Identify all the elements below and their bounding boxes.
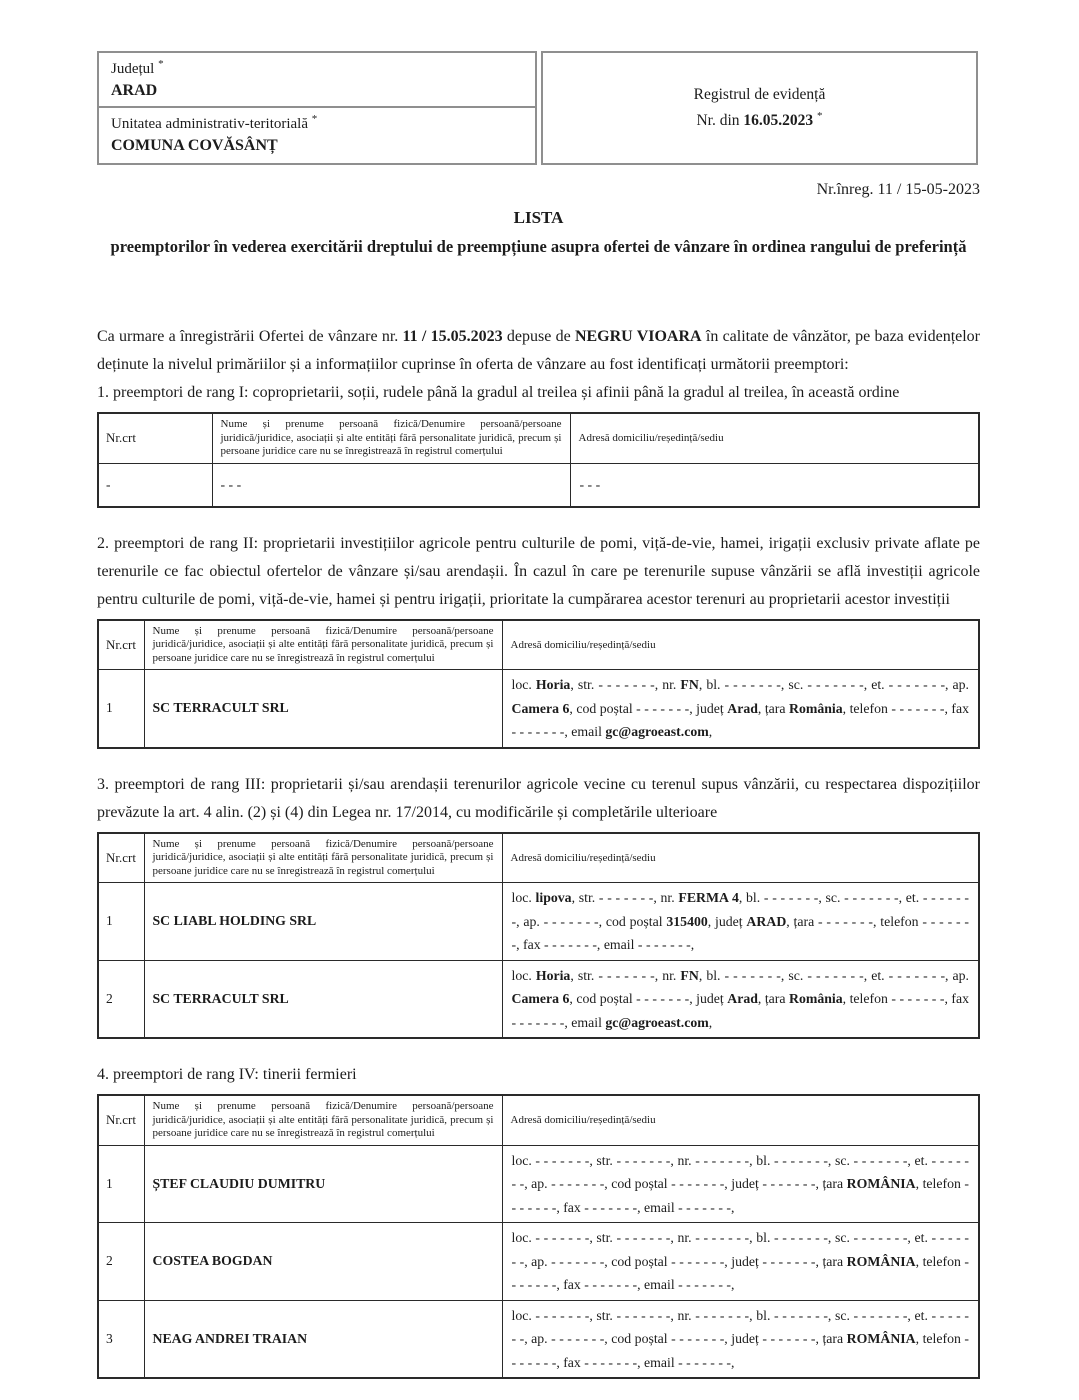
asterisk: * [311,113,318,125]
rank-section [97,530,980,749]
administrative-unit-box [97,106,537,165]
address-cell: - - - [570,463,979,507]
section-heading: 2. preemptori de rang II: proprietarii investițiilor agricole pentru culturile de pomi, viță-de-vie, hamei, irigații exclusiv private aflate pe terenurile ce fac obiectul ofertelor de vânzare și/sau arendașii. În cazul în care pe terenurile supuse vânzării se află investiții agricole pentru culturile de pomi, viță-de-vie, hamei și pentru irigații, prioritate la cumpărarea acestor terenuri au proprietarii acestor investiții [97,534,980,608]
preemptor-name-cell: - - - [212,463,570,507]
table-row [98,960,979,1038]
registration-number-line: Nr.înreg. 11 / 15-05-2023 [816,181,980,198]
rank-section [97,1061,980,1379]
address-cell: loc. - - - - - - -, str. - - - - - - -, nr. - - - - - - -, bl. - - - - - - -, sc. - - - - - - -, et. - - - - - - -, ap. - - - - - - -, cod poștal - - - - - - -, județ - - - - - - -, țara ROMÂNIA, telefon - - - - - - -, fax - - - - - - -, email - - - - - - -, [502,1145,979,1223]
registry-box [541,51,978,165]
header-left-column [97,51,537,165]
document-title: LISTA [513,208,564,227]
column-header-name: Nume și prenume persoană fizică/Denumire persoană/persoane juridică/juridice, asociații și alte entități fără personalitate juridică, precum și persoane juridice care nu se înregistrează în registrul comerțului [144,620,502,670]
rank-section [97,379,980,508]
preemptors-table [97,619,980,749]
address-cell: loc. Horia, str. - - - - - - -, nr. FN, bl. - - - - - - -, sc. - - - - - - -, et. - - - - - - -, ap. Camera 6, cod poștal - - - - - - -, județ Arad, țara România, telefon - - - - - - -, fax - - - - - - -, email gc@agroeast.com, [502,670,979,748]
address-cell: loc. lipova, str. - - - - - - -, nr. FERMA 4, bl. - - - - - - -, sc. - - - - - - -, et. - - - - - - -, ap. - - - - - - -, cod poștal 315400, județ ARAD, țara - - - - - - -, telefon - - - - - - -, fax - - - - - - -, email - - - - - - -, [502,883,979,961]
column-header-name: Nume și prenume persoană fizică/Denumire persoană/persoane juridică/juridice, asociații și alte entități fără personalitate juridică, precum și persoane juridice care nu se înregistrează în registrul comerțului [144,1095,502,1145]
table-header-row [98,413,979,463]
registry-date: 16.05.2023 [743,112,814,129]
column-header-name: Nume și prenume persoană fizică/Denumire persoană/persoane juridică/juridice, asociații și alte entități fără personalitate juridică, precum și persoane juridice care nu se înregistrează în registrul comerțului [144,833,502,883]
column-header-number: Nr.crt [98,1095,144,1145]
address-cell: loc. - - - - - - -, str. - - - - - - -, nr. - - - - - - -, bl. - - - - - - -, sc. - - - - - - -, et. - - - - - - -, ap. - - - - - - -, cod poștal - - - - - - -, județ - - - - - - -, țara ROMÂNIA, telefon - - - - - - -, fax - - - - - - -, email - - - - - - -, [502,1300,979,1378]
preemptor-name-cell: NEAG ANDREI TRAIAN [144,1300,502,1378]
row-number-cell: 1 [98,670,144,748]
header [97,51,980,165]
registry-title: Registrul de evidență [693,86,826,103]
table-row [98,463,979,507]
row-number-cell: - [98,463,212,507]
intro-paragraph: Ca urmare a înregistrării Ofertei de vânzare nr. 11 / 15.05.2023 depuse de NEGRU VIOARA în calitate de vânzător, pe baza evidențelor deținute la nivelul primăriilor și a informațiilor cuprinse în oferta de vânzare au fost identificați următorii preemptori: [97,328,981,373]
column-header-address: Adresă domiciliu/reședință/sediu [502,833,979,883]
document-subtitle: preemptorilor în vederea exercitării dreptului de preempțiune asupra ofertei de vânzare în ordinea rangului de preferință [110,237,967,256]
preemptor-name-cell: SC TERRACULT SRL [144,670,502,748]
table-row [98,883,979,961]
table-row [98,670,979,748]
table-header-row [98,1095,979,1145]
table-row [98,1145,979,1223]
table-header-row [98,833,979,883]
row-number-cell: 1 [98,1145,144,1223]
asterisk: * [817,109,823,122]
row-number-cell: 1 [98,883,144,961]
asterisk: * [158,58,164,70]
preemptor-name-cell: SC LIABL HOLDING SRL [144,883,502,961]
column-header-number: Nr.crt [98,620,144,670]
column-header-address: Adresă domiciliu/reședință/sediu [502,1095,979,1145]
administrative-unit-value: COMUNA COVĂSÂNȚ [111,137,278,154]
table-row [98,1300,979,1378]
preemptors-table [97,832,980,1040]
address-cell: loc. Horia, str. - - - - - - -, nr. FN, bl. - - - - - - -, sc. - - - - - - -, et. - - - - - - -, ap. Camera 6, cod poștal - - - - - - -, județ Arad, țara România, telefon - - - - - - -, fax - - - - - - -, email gc@agroeast.com, [502,960,979,1038]
rank-section [97,771,980,1040]
preemptor-name-cell: SC TERRACULT SRL [144,960,502,1038]
column-header-address: Adresă domiciliu/reședință/sediu [570,413,979,463]
registry-number-line: Nr. din 16.05.2023 * [696,109,823,129]
column-header-name: Nume și prenume persoană fizică/Denumire persoană/persoane juridică/juridice, asociații și alte entități fără personalitate juridică, precum și persoane juridice care nu se înregistrează în registrul comerțului [212,413,570,463]
preemptors-table [97,1094,980,1379]
row-number-cell: 2 [98,960,144,1038]
column-header-number: Nr.crt [98,413,212,463]
administrative-unit-label: Unitatea administrativ-teritorială * [111,113,318,132]
section-heading: 4. preemptori de rang IV: tinerii fermieri [97,1066,357,1083]
county-label: Județul * [111,58,164,77]
county-value: ARAD [111,82,158,99]
table-row [98,1223,979,1301]
column-header-address: Adresă domiciliu/reședință/sediu [502,620,979,670]
county-box [97,51,537,108]
section-heading: 1. preemptori de rang I: coproprietarii, soții, rudele până la gradul al treilea și afinii până la gradul al treilea, în această ordine [97,384,900,401]
address-cell: loc. - - - - - - -, str. - - - - - - -, nr. - - - - - - -, bl. - - - - - - -, sc. - - - - - - -, et. - - - - - - -, ap. - - - - - - -, cod poștal - - - - - - -, județ - - - - - - -, țara ROMÂNIA, telefon - - - - - - -, fax - - - - - - -, email - - - - - - -, [502,1223,979,1301]
preemptor-name-cell: COSTEA BOGDAN [144,1223,502,1301]
preemptor-name-cell: ȘTEF CLAUDIU DUMITRU [144,1145,502,1223]
section-heading: 3. preemptori de rang III: proprietarii și/sau arendașii terenurilor agricole vecine cu terenul supus vânzării, cu respectarea dispozițiilor prevăzute la art. 4 alin. (2) și (4) din Legea nr. 17/2014, cu modificările și completările ulterioare [97,775,980,821]
column-header-number: Nr.crt [98,833,144,883]
row-number-cell: 3 [98,1300,144,1378]
sections-container [97,379,980,1379]
preemptors-table [97,412,980,508]
table-header-row [98,620,979,670]
row-number-cell: 2 [98,1223,144,1301]
